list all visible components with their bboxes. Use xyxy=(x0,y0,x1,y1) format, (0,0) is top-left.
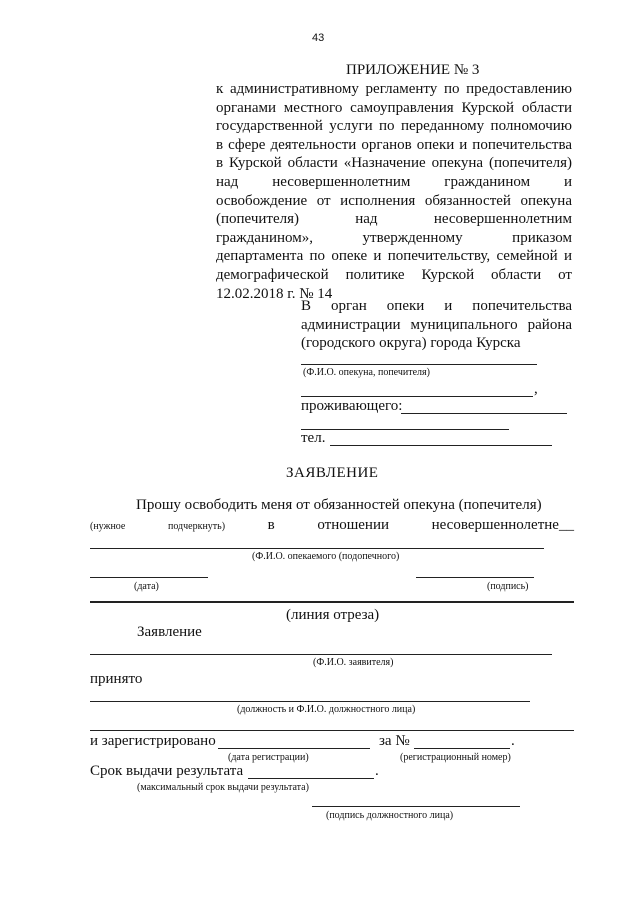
official-signature-line[interactable] xyxy=(312,806,520,807)
registration-date-line[interactable] xyxy=(218,748,370,749)
residing-label: проживающего: xyxy=(301,398,403,414)
request-word-minor: несовершеннолетне__ xyxy=(431,517,574,533)
registration-number-caption: (регистрационный номер) xyxy=(400,752,511,763)
page-number: 43 xyxy=(312,32,325,44)
guardian-name-line-2[interactable] xyxy=(301,396,533,397)
official-caption: (должность и Ф.И.О. должностного лица) xyxy=(237,704,416,715)
request-line-2 xyxy=(90,517,574,534)
registration-period: . xyxy=(511,733,515,749)
addressee-line: (городского округа) города Курска xyxy=(301,335,521,352)
registration-date-caption: (дата регистрации) xyxy=(228,752,309,763)
appendix-title: ПРИЛОЖЕНИЕ № 3 xyxy=(346,62,480,78)
applicant-name-caption: (Ф.И.О. заявителя) xyxy=(313,657,394,668)
regulation-line: 12.02.2018 г. № 14 xyxy=(216,285,333,302)
guardian-name-line[interactable] xyxy=(301,364,537,365)
deadline-caption: (максимальный срок выдачи результата) xyxy=(137,782,309,793)
request-line-1 xyxy=(136,497,572,514)
phone-label: тел. xyxy=(301,430,326,446)
request-word-in: в xyxy=(267,517,275,533)
addressee-line: администрации муниципального района xyxy=(301,316,572,333)
guardian-comma: , xyxy=(534,381,538,397)
applicant-name-line[interactable] xyxy=(90,654,552,655)
address-line-2[interactable] xyxy=(301,429,509,430)
regulation-line: органами местного самоуправления Курской области xyxy=(216,99,572,116)
statement-heading: ЗАЯВЛЕНИЕ xyxy=(286,465,379,481)
regulation-line: департамента по опеке и попечительству, семейной и xyxy=(216,248,572,265)
addressee-block xyxy=(301,297,572,353)
date-line[interactable] xyxy=(90,577,208,578)
request-word-regarding: отношении xyxy=(317,517,390,533)
official-line[interactable] xyxy=(90,701,530,702)
cut-line xyxy=(90,601,574,603)
regulation-line: в сфере деятельности органов опеки и попечительства xyxy=(216,136,572,153)
deadline-line[interactable] xyxy=(248,778,374,779)
receipt-statement-label: Заявление xyxy=(137,624,202,640)
regulation-line: государственной услуги по переданному полномочию xyxy=(216,118,572,135)
signature-caption: (подпись) xyxy=(487,581,529,592)
regulation-line: в Курской области «Назначение опекуна (попечителя) xyxy=(216,155,572,172)
accepted-label: принято xyxy=(90,671,143,687)
signature-line[interactable] xyxy=(416,577,534,578)
regulation-line: над несовершеннолетним гражданином и xyxy=(216,173,572,190)
request-underline-note-a: (нужное xyxy=(90,521,126,532)
address-line-1[interactable] xyxy=(401,413,567,414)
appendix-regulation-text xyxy=(216,80,572,303)
regulation-line: гражданином», утвержденному приказом xyxy=(216,229,572,246)
registration-number-line[interactable] xyxy=(414,748,510,749)
ward-name-line[interactable] xyxy=(90,548,544,549)
regulation-line: к административному регламенту по предоставлению xyxy=(216,81,572,97)
ward-name-caption: (Ф.И.О. опекаемого (подопечного) xyxy=(252,551,400,562)
registration-number-label: за № xyxy=(379,733,410,749)
addressee-line: В орган опеки и попечительства xyxy=(301,298,572,314)
guardian-name-caption: (Ф.И.О. опекуна, попечителя) xyxy=(303,367,430,378)
official-line-2[interactable] xyxy=(90,730,574,731)
deadline-period: . xyxy=(375,763,379,779)
request-underline-note-b: подчеркнуть) xyxy=(167,521,226,532)
date-caption: (дата) xyxy=(134,581,159,592)
registered-label: и зарегистрировано xyxy=(90,733,216,749)
request-text: Прошу освободить меня от обязанностей опекуна (попечителя) xyxy=(136,497,542,513)
deadline-label: Срок выдачи результата xyxy=(90,763,244,779)
regulation-line: демографической политике Курской области от xyxy=(216,266,572,283)
regulation-line: (попечителя) над несовершеннолетним xyxy=(216,211,572,228)
regulation-line: освобождение от исполнения обязанностей опекуна xyxy=(216,192,572,209)
cut-line-label: (линия отреза) xyxy=(286,607,380,623)
official-signature-caption: (подпись должностного лица) xyxy=(326,810,454,821)
phone-line[interactable] xyxy=(330,445,552,446)
